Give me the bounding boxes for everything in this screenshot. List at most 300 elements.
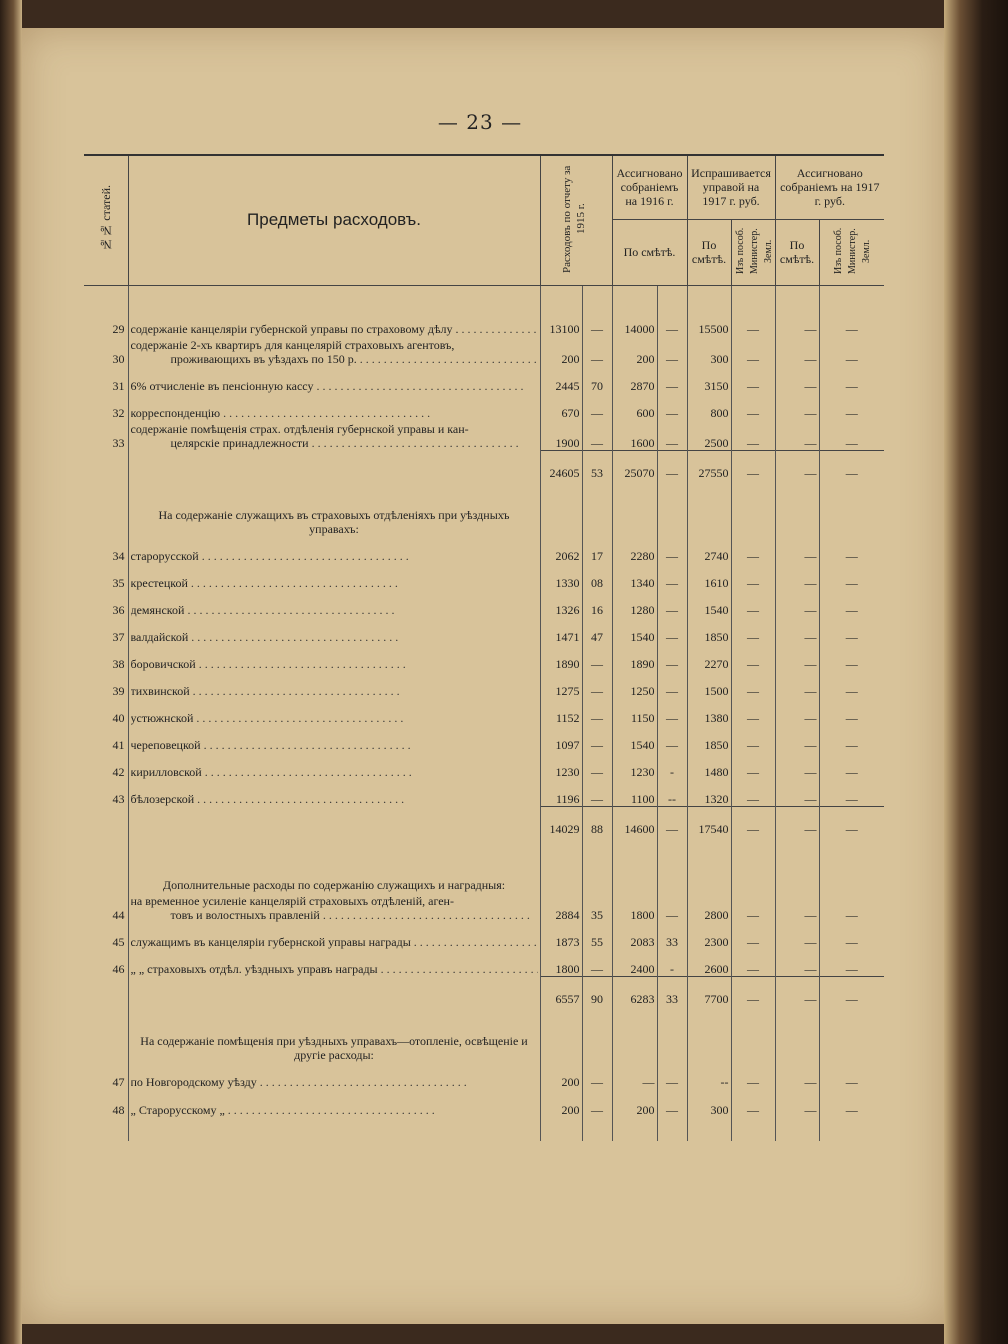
desc-text: старорусской . . . — [131, 549, 538, 563]
value-preq: — — [731, 976, 775, 1022]
value-k1915: — — [582, 671, 612, 698]
value-preq: — — [731, 393, 775, 420]
table-row — [84, 949, 884, 976]
value-k1915: 16 — [582, 590, 612, 617]
row-description — [128, 590, 540, 617]
value-k1916: — — [657, 590, 687, 617]
value-k1916: — — [657, 671, 687, 698]
value-v1915: 1275 — [540, 671, 582, 698]
value-vas: — — [775, 949, 819, 976]
desc-text: „ Старорусскому „ . . . — [131, 1103, 538, 1117]
value-v1916: 1540 — [612, 617, 657, 644]
value-vreq: 17540 — [687, 806, 731, 852]
value-k1916: 33 — [657, 922, 687, 949]
value-v1916: — — [612, 1062, 657, 1089]
value-v1915: 1196 — [540, 779, 582, 806]
value-vreq — [687, 1022, 731, 1062]
value-preq: — — [731, 806, 775, 852]
table-row — [84, 617, 884, 644]
row-number: 33 — [112, 436, 125, 450]
value-vas: — — [775, 976, 819, 1022]
value-vas: — — [775, 590, 819, 617]
table-row — [84, 698, 884, 725]
value-vas: — — [775, 420, 819, 450]
value-vreq: 1850 — [687, 617, 731, 644]
section-row — [84, 1022, 884, 1062]
header-po-smete-1916: По смѣтѣ. — [612, 219, 687, 285]
desc-text: „ „ страховыхъ отдѣл. уѣздныхъ управъ награды . . . — [131, 962, 538, 976]
value-preq: — — [731, 336, 775, 366]
desc-text: 6% отчисленіе въ пенсіонную кассу . . . — [131, 379, 538, 393]
value-v1915 — [540, 852, 582, 892]
value-vreq: 1380 — [687, 698, 731, 725]
row-description — [128, 852, 540, 892]
desc-text: устюжнской . . . — [131, 711, 538, 725]
value-vas: — — [775, 366, 819, 393]
row-number: 36 — [112, 603, 125, 617]
value-vas: — — [775, 1089, 819, 1141]
value-v1916: 1890 — [612, 644, 657, 671]
page-number: — 23 — — [437, 110, 523, 134]
value-pas: — — [819, 590, 884, 617]
table-row — [84, 393, 884, 420]
row-number: 32 — [112, 406, 125, 420]
table-row — [84, 779, 884, 806]
row-description — [128, 285, 540, 309]
desc-text: тихвинской . . . — [131, 684, 538, 698]
value-v1915: 14029 — [540, 806, 582, 852]
value-v1916: 600 — [612, 393, 657, 420]
desc-text: по Новгородскому уѣзду . . . — [131, 1075, 538, 1089]
table-row — [84, 1062, 884, 1089]
total-row — [84, 450, 884, 496]
row-description — [128, 450, 540, 496]
row-number — [84, 285, 128, 309]
value-k1915: — — [582, 1062, 612, 1089]
table-row — [84, 366, 884, 393]
value-vas: — — [775, 892, 819, 922]
value-pas — [819, 1022, 884, 1062]
row-description — [128, 1089, 540, 1141]
value-k1916: — — [657, 309, 687, 336]
desc-text: корреспонденцію . . . — [131, 406, 538, 420]
value-k1916: — — [657, 393, 687, 420]
value-v1915: 200 — [540, 1089, 582, 1141]
value-vas: — — [775, 752, 819, 779]
row-number — [84, 496, 128, 536]
desc-text: череповецкой . . . — [131, 738, 538, 752]
value-k1916: — — [657, 336, 687, 366]
value-vas: — — [775, 536, 819, 563]
value-v1915: 1152 — [540, 698, 582, 725]
row-description — [128, 336, 540, 366]
value-pas — [819, 285, 884, 309]
desc-text-continued: целярскіе принадлежности . . . — [131, 436, 538, 450]
value-v1916 — [612, 1022, 657, 1062]
desc-text-continued: товъ и волостныхъ правленій . . . — [131, 908, 538, 922]
row-description — [128, 725, 540, 752]
row-description — [128, 892, 540, 922]
row-description — [128, 922, 540, 949]
header-po-smete-req: По смѣтѣ. — [687, 219, 731, 285]
value-v1916: 1600 — [612, 420, 657, 450]
value-v1916: 1540 — [612, 725, 657, 752]
value-vas: — — [775, 617, 819, 644]
value-k1916 — [657, 496, 687, 536]
value-pas: — — [819, 949, 884, 976]
value-k1915: — — [582, 393, 612, 420]
value-pas: — — [819, 309, 884, 336]
section-row — [84, 852, 884, 892]
value-preq — [731, 852, 775, 892]
value-k1915: 90 — [582, 976, 612, 1022]
row-number: 35 — [112, 576, 125, 590]
value-pas: — — [819, 671, 884, 698]
value-preq: — — [731, 420, 775, 450]
value-k1916: — — [657, 420, 687, 450]
value-preq: — — [731, 450, 775, 496]
expense-table — [84, 154, 884, 1141]
header-1917-requested: Испрашивается управой на 1917 г. руб. — [687, 155, 775, 219]
value-v1916: 1230 — [612, 752, 657, 779]
value-v1915: 2062 — [540, 536, 582, 563]
value-k1915 — [582, 285, 612, 309]
row-description — [128, 949, 540, 976]
value-v1915: 1097 — [540, 725, 582, 752]
value-vas: — — [775, 698, 819, 725]
row-number: 45 — [112, 935, 125, 949]
desc-text: бѣлозерской . . . — [131, 792, 538, 806]
row-description — [128, 752, 540, 779]
value-k1916: — — [657, 1062, 687, 1089]
row-number: 31 — [112, 379, 125, 393]
row-number: 29 — [112, 322, 125, 336]
value-pas: — — [819, 644, 884, 671]
value-preq — [731, 496, 775, 536]
value-vreq: 2270 — [687, 644, 731, 671]
value-pas — [819, 852, 884, 892]
row-description — [128, 698, 540, 725]
header-1917-assigned: Ассигновано собраніемъ на 1917 г. руб. — [775, 155, 884, 219]
value-vreq — [687, 852, 731, 892]
value-k1916: — — [657, 536, 687, 563]
value-vreq: 27550 — [687, 450, 731, 496]
value-pas: — — [819, 336, 884, 366]
value-preq: — — [731, 1089, 775, 1141]
header-1915: Расходовъ по отчету за 1915 г. — [540, 155, 612, 285]
row-number: 39 — [112, 684, 125, 698]
value-vreq: 3150 — [687, 366, 731, 393]
value-k1915: 88 — [582, 806, 612, 852]
row-number: 46 — [112, 962, 125, 976]
row-number — [84, 450, 128, 496]
table-row — [84, 285, 884, 309]
row-number: 38 — [112, 657, 125, 671]
value-v1915: 1873 — [540, 922, 582, 949]
value-k1915: 08 — [582, 563, 612, 590]
value-pas: — — [819, 1089, 884, 1141]
value-pas: — — [819, 779, 884, 806]
value-v1915: 1800 — [540, 949, 582, 976]
value-vas: — — [775, 922, 819, 949]
value-pas: — — [819, 922, 884, 949]
row-description — [128, 779, 540, 806]
row-description — [128, 806, 540, 852]
value-v1915: 1230 — [540, 752, 582, 779]
row-description — [128, 309, 540, 336]
book-edge — [944, 0, 1008, 1344]
value-k1916 — [657, 285, 687, 309]
row-description — [128, 496, 540, 536]
row-number — [84, 806, 128, 852]
value-vas: — — [775, 1062, 819, 1089]
value-k1916: — — [657, 698, 687, 725]
section-heading: Дополнительные расходы по содержанію служащихъ и наградныя: — [162, 878, 506, 892]
row-description — [128, 644, 540, 671]
desc-text: демянской . . . — [131, 603, 538, 617]
row-number: 47 — [112, 1075, 125, 1089]
row-number: 42 — [112, 765, 125, 779]
header-title: Предметы расходовъ. — [128, 155, 540, 285]
value-k1916: — — [657, 892, 687, 922]
section-row — [84, 496, 884, 536]
row-number — [84, 1022, 128, 1062]
row-number: 48 — [112, 1103, 125, 1117]
value-vreq — [687, 285, 731, 309]
value-v1916 — [612, 285, 657, 309]
value-v1915: 200 — [540, 336, 582, 366]
desc-text: содержаніе канцеляріи губернской управы по страховому дѣлу . . . . — [131, 322, 538, 336]
value-preq: — — [731, 309, 775, 336]
value-vreq — [687, 496, 731, 536]
value-v1916 — [612, 852, 657, 892]
row-description — [128, 617, 540, 644]
value-v1916: 1280 — [612, 590, 657, 617]
row-number: 34 — [112, 549, 125, 563]
row-description — [128, 671, 540, 698]
value-vreq: 2500 — [687, 420, 731, 450]
value-pas: — — [819, 536, 884, 563]
value-preq: — — [731, 671, 775, 698]
value-vas: — — [775, 671, 819, 698]
value-vas: — — [775, 563, 819, 590]
value-pas: — — [819, 752, 884, 779]
table-row — [84, 671, 884, 698]
value-vreq: 7700 — [687, 976, 731, 1022]
value-v1915: 670 — [540, 393, 582, 420]
value-vreq: 1480 — [687, 752, 731, 779]
value-v1916: 2400 — [612, 949, 657, 976]
value-preq: — — [731, 922, 775, 949]
value-vreq: 15500 — [687, 309, 731, 336]
value-vas: — — [775, 309, 819, 336]
table-row — [84, 644, 884, 671]
value-pas: — — [819, 698, 884, 725]
value-k1916: — — [657, 563, 687, 590]
value-k1915: 70 — [582, 366, 612, 393]
value-k1915 — [582, 1022, 612, 1062]
row-description — [128, 1062, 540, 1089]
value-vas: — — [775, 393, 819, 420]
row-description — [128, 976, 540, 1022]
value-k1916: 33 — [657, 976, 687, 1022]
row-number — [84, 976, 128, 1022]
value-v1916: 200 — [612, 336, 657, 366]
row-number: 41 — [112, 738, 125, 752]
value-v1915: 13100 — [540, 309, 582, 336]
value-vas — [775, 496, 819, 536]
row-description — [128, 366, 540, 393]
value-preq: — — [731, 536, 775, 563]
value-vas: — — [775, 450, 819, 496]
value-k1915: — — [582, 779, 612, 806]
row-number: 40 — [112, 711, 125, 725]
value-preq: — — [731, 892, 775, 922]
value-v1916: 1250 — [612, 671, 657, 698]
value-v1916: 6283 — [612, 976, 657, 1022]
value-v1915 — [540, 1022, 582, 1062]
value-k1916: — — [657, 1089, 687, 1141]
value-v1915: 1330 — [540, 563, 582, 590]
value-k1915: 35 — [582, 892, 612, 922]
value-v1915: 200 — [540, 1062, 582, 1089]
value-k1916: — — [657, 806, 687, 852]
row-description — [128, 393, 540, 420]
table-row — [84, 752, 884, 779]
value-v1915: 1890 — [540, 644, 582, 671]
row-description — [128, 563, 540, 590]
value-pas: — — [819, 1062, 884, 1089]
value-v1916: 1100 — [612, 779, 657, 806]
value-preq: — — [731, 617, 775, 644]
value-pas: — — [819, 393, 884, 420]
row-number — [84, 852, 128, 892]
value-vreq: 2740 — [687, 536, 731, 563]
desc-text-continued: проживающихъ въ уѣздахъ по 150 р. . . . — [131, 352, 538, 366]
value-vreq: 2300 — [687, 922, 731, 949]
value-pas: — — [819, 366, 884, 393]
value-k1915: — — [582, 949, 612, 976]
table-row — [84, 725, 884, 752]
value-k1915: — — [582, 420, 612, 450]
desc-text: содержаніе 2-хъ квартиръ для канцелярій страховыхъ агентовъ, — [130, 338, 455, 352]
row-number: 44 — [112, 908, 125, 922]
value-preq: — — [731, 698, 775, 725]
value-vreq: 800 — [687, 393, 731, 420]
value-k1916: - — [657, 949, 687, 976]
table-row — [84, 309, 884, 336]
value-k1916: — — [657, 725, 687, 752]
value-preq — [731, 285, 775, 309]
row-number: 37 — [112, 630, 125, 644]
section-heading: На содержаніе служащихъ въ страховыхъ отдѣленіяхъ при уѣздныхъ управахъ: — [158, 508, 510, 536]
desc-text: содержаніе помѣщенія страх. отдѣленія губернской управы и кан- — [130, 422, 469, 436]
table-row — [84, 922, 884, 949]
value-k1916: — — [657, 450, 687, 496]
value-k1915: — — [582, 698, 612, 725]
value-k1915: 47 — [582, 617, 612, 644]
value-k1915: — — [582, 1089, 612, 1141]
value-v1915: 2445 — [540, 366, 582, 393]
value-vas: — — [775, 336, 819, 366]
value-preq: — — [731, 563, 775, 590]
value-k1915: 55 — [582, 922, 612, 949]
table-row — [84, 1089, 884, 1141]
row-description — [128, 536, 540, 563]
value-vas — [775, 852, 819, 892]
value-v1915: 1471 — [540, 617, 582, 644]
desc-text: служащимъ въ канцеляріи губернской управы награды . . . — [131, 935, 538, 949]
header-po-smete-as: По смѣтѣ. — [775, 219, 819, 285]
value-k1915 — [582, 496, 612, 536]
value-v1915 — [540, 285, 582, 309]
value-preq: — — [731, 644, 775, 671]
value-k1915: — — [582, 336, 612, 366]
row-number: 30 — [112, 352, 125, 366]
value-vreq: 300 — [687, 1089, 731, 1141]
value-v1916: 25070 — [612, 450, 657, 496]
desc-text: крестецкой . . . — [131, 576, 538, 590]
value-vreq: 2600 — [687, 949, 731, 976]
value-pas: — — [819, 563, 884, 590]
value-pas: — — [819, 806, 884, 852]
value-v1916: 2280 — [612, 536, 657, 563]
value-pas: — — [819, 450, 884, 496]
value-vreq: 1540 — [687, 590, 731, 617]
value-vreq: 1610 — [687, 563, 731, 590]
value-pas — [819, 496, 884, 536]
value-k1916 — [657, 1022, 687, 1062]
value-vreq: 1320 — [687, 779, 731, 806]
header-iz-posob-req: Изъ пособ. Министер. Земл. — [731, 219, 775, 285]
value-vas — [775, 285, 819, 309]
value-pas: — — [819, 892, 884, 922]
table-row — [84, 536, 884, 563]
value-v1915: 2884 — [540, 892, 582, 922]
value-v1916: 1800 — [612, 892, 657, 922]
value-pas: — — [819, 420, 884, 450]
row-description — [128, 420, 540, 450]
value-k1916: - — [657, 752, 687, 779]
value-preq: — — [731, 366, 775, 393]
value-v1915 — [540, 496, 582, 536]
table-row — [84, 420, 884, 450]
total-row — [84, 806, 884, 852]
value-preq — [731, 1022, 775, 1062]
value-k1915: — — [582, 309, 612, 336]
value-v1915: 6557 — [540, 976, 582, 1022]
desc-text: валдайской . . . — [131, 630, 538, 644]
total-row — [84, 976, 884, 1022]
row-description — [128, 1022, 540, 1062]
value-k1915: 17 — [582, 536, 612, 563]
value-v1916: 14600 — [612, 806, 657, 852]
table-row — [84, 892, 884, 922]
value-vreq: 2800 — [687, 892, 731, 922]
value-preq: — — [731, 590, 775, 617]
value-preq: — — [731, 725, 775, 752]
value-preq: — — [731, 752, 775, 779]
value-v1916: 2870 — [612, 366, 657, 393]
value-pas: — — [819, 976, 884, 1022]
value-v1915: 1326 — [540, 590, 582, 617]
value-k1915: — — [582, 752, 612, 779]
value-pas: — — [819, 617, 884, 644]
value-pas: — — [819, 725, 884, 752]
desc-text: кирилловской . . . — [131, 765, 538, 779]
value-k1915: — — [582, 725, 612, 752]
value-vas: — — [775, 779, 819, 806]
